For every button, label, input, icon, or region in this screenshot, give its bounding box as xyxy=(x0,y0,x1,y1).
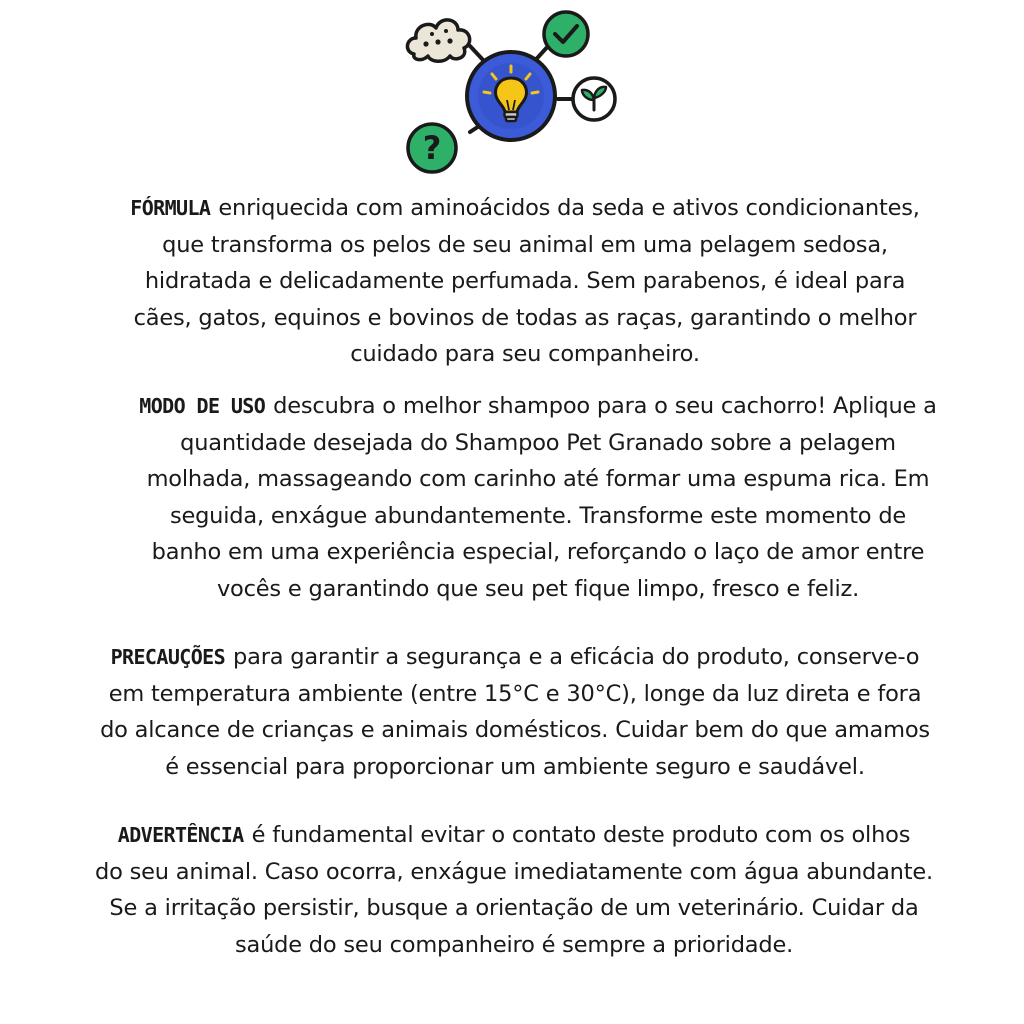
lightbulb-icon xyxy=(467,52,555,140)
adv-line-3: Se a irritação persistir, busque a orientação de um veterinário. Cuidar da xyxy=(109,895,919,921)
modo-line-5: banho em uma experiência especial, reforçando o laço de amor entre xyxy=(151,539,925,565)
formula-text-1: enriquecida com aminoácidos da seda e ativos condicionantes, xyxy=(218,195,920,221)
question-mark-icon xyxy=(408,124,456,172)
adv-line-4: saúde do seu companheiro é sempre a prioridade. xyxy=(234,931,794,958)
section-precaucoes xyxy=(22,639,1008,785)
modo-text-1: descubra o melhor shampoo para o seu cachorro! Aplique a xyxy=(273,393,937,419)
modo-line-3: molhada, massageando com carinho até formar uma espuma rica. Em xyxy=(146,466,930,492)
section-formula xyxy=(50,190,1000,373)
adv-heading: ADVERTÊNCIA xyxy=(117,823,244,847)
formula-line-5: cuidado para seu companheiro. xyxy=(350,341,700,367)
section-advertencia xyxy=(20,817,1008,963)
formula-line-3: hidratada e delicadamente perfumada. Sem parabenos, é ideal para xyxy=(144,268,906,294)
section-modo-de-uso xyxy=(68,388,1008,607)
adv-line-1 xyxy=(20,817,1008,854)
formula-line-1 xyxy=(50,190,1000,227)
formula-heading: FÓRMULA xyxy=(130,196,211,220)
cloud-icon xyxy=(407,20,469,61)
prec-line-1 xyxy=(22,639,1008,676)
sprout-icon xyxy=(573,78,615,120)
prec-line-4: é essencial para proporcionar um ambiente seguro e saudável. xyxy=(165,753,865,780)
checkmark-icon xyxy=(544,12,588,56)
question-glyph: ? xyxy=(422,129,442,167)
prec-heading: PRECAUÇÕES xyxy=(110,645,226,669)
prec-line-3: do alcance de crianças e animais domésticos. Cuidar bem do que amamos xyxy=(100,717,930,743)
formula-line-4: cães, gatos, equinos e bovinos de todas as raças, garantindo o melhor xyxy=(133,304,917,331)
formula-line-2: que transforma os pelos de seu animal em uma pelagem sedosa, xyxy=(162,231,888,258)
adv-text-1: é fundamental evitar o contato deste produto com os olhos xyxy=(251,822,911,848)
adv-line-2: do seu animal. Caso ocorra, enxágue imediatamente com água abundante. xyxy=(95,858,933,885)
modo-line-2: quantidade desejada do Shampoo Pet Granado sobre a pelagem xyxy=(180,429,896,456)
idea-network-illustration xyxy=(400,4,624,180)
modo-line-4: seguida, enxágue abundantemente. Transforme este momento de xyxy=(169,502,907,529)
prec-text-1: para garantir a segurança e a eficácia do produto, conserve-o xyxy=(233,644,920,670)
modo-line-6: vocês e garantindo que seu pet fique limpo, fresco e feliz. xyxy=(216,575,860,602)
modo-line-1 xyxy=(68,388,1008,425)
modo-heading: MODO DE USO xyxy=(139,394,266,418)
prec-line-2: em temperatura ambiente (entre 15°C e 30°C), longe da luz direta e fora xyxy=(108,680,922,707)
